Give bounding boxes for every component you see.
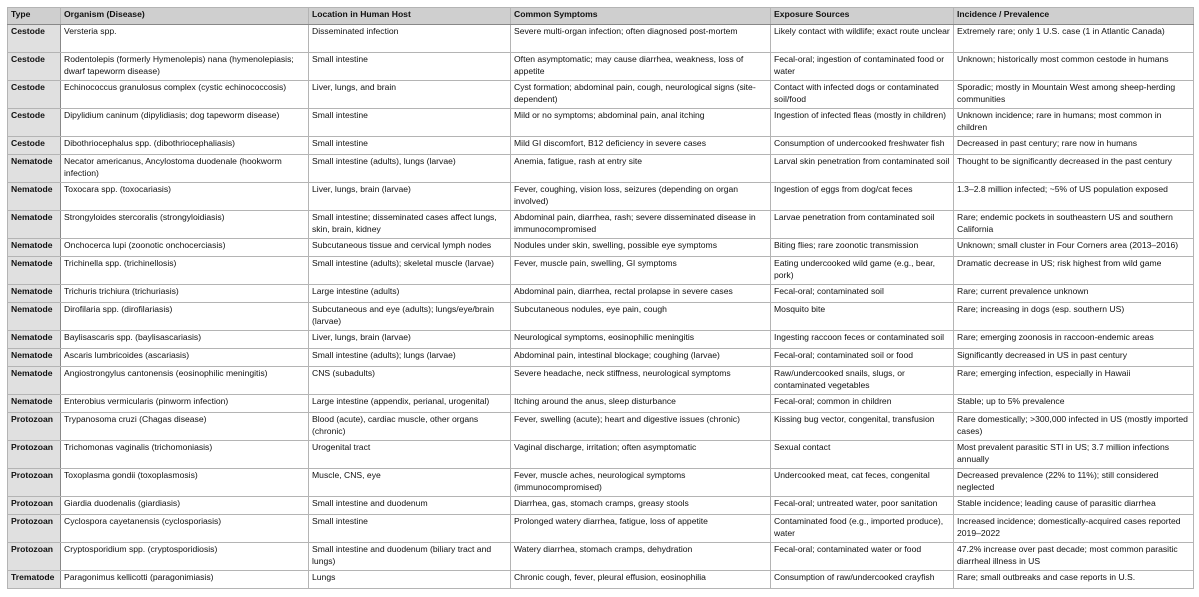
- cell-symptoms: Neurological symptoms, eosinophilic meningitis: [511, 331, 771, 349]
- table-row: [8, 303, 1194, 331]
- cell-exposure: Fecal-oral; contaminated soil: [771, 285, 954, 303]
- cell-symptoms: Abdominal pain, diarrhea, rectal prolapse in severe cases: [511, 285, 771, 303]
- cell-exposure: Larval skin penetration from contaminated soil: [771, 155, 954, 183]
- cell-organism: Onchocerca lupi (zoonotic onchocerciasis): [61, 239, 309, 257]
- cell-incidence: Unknown; historically most common cestode in humans: [954, 53, 1194, 81]
- cell-incidence: Most prevalent parasitic STI in US; 3.7 million infections annually: [954, 441, 1194, 469]
- cell-location: Lungs: [309, 571, 511, 589]
- cell-incidence: Significantly decreased in US in past century: [954, 349, 1194, 367]
- cell-location: Disseminated infection: [309, 25, 511, 53]
- table-row: [8, 257, 1194, 285]
- cell-organism: Versteria spp.: [61, 25, 309, 53]
- table-row: [8, 441, 1194, 469]
- cell-type: Nematode: [8, 183, 61, 211]
- cell-symptoms: Cyst formation; abdominal pain, cough, neurological signs (site-dependent): [511, 81, 771, 109]
- table-row: [8, 155, 1194, 183]
- cell-type: Cestode: [8, 109, 61, 137]
- cell-location: Subcutaneous and eye (adults); lungs/eye/brain (larvae): [309, 303, 511, 331]
- cell-organism: Toxoplasma gondii (toxoplasmosis): [61, 469, 309, 497]
- table-body: [8, 25, 1194, 589]
- cell-type: Cestode: [8, 137, 61, 155]
- cell-exposure: Consumption of undercooked freshwater fish: [771, 137, 954, 155]
- cell-location: Subcutaneous tissue and cervical lymph nodes: [309, 239, 511, 257]
- table-row: [8, 137, 1194, 155]
- cell-symptoms: Itching around the anus, sleep disturbance: [511, 395, 771, 413]
- cell-exposure: Fecal-oral; contaminated water or food: [771, 543, 954, 571]
- cell-organism: Trichinella spp. (trichinellosis): [61, 257, 309, 285]
- cell-exposure: Undercooked meat, cat feces, congenital: [771, 469, 954, 497]
- cell-symptoms: Fever, coughing, vision loss, seizures (depending on organ involved): [511, 183, 771, 211]
- cell-incidence: Thought to be significantly decreased in the past century: [954, 155, 1194, 183]
- cell-incidence: 1.3–2.8 million infected; ~5% of US population exposed: [954, 183, 1194, 211]
- cell-location: Small intestine: [309, 137, 511, 155]
- cell-incidence: Stable incidence; leading cause of parasitic diarrhea: [954, 497, 1194, 515]
- cell-exposure: Kissing bug vector, congenital, transfusion: [771, 413, 954, 441]
- cell-exposure: Eating undercooked wild game (e.g., bear, pork): [771, 257, 954, 285]
- cell-type: Nematode: [8, 349, 61, 367]
- cell-location: Large intestine (adults): [309, 285, 511, 303]
- header-location: Location in Human Host: [309, 8, 511, 25]
- table-row: [8, 109, 1194, 137]
- table-row: [8, 543, 1194, 571]
- cell-type: Protozoan: [8, 441, 61, 469]
- table-row: [8, 211, 1194, 239]
- cell-symptoms: Mild GI discomfort, B12 deficiency in severe cases: [511, 137, 771, 155]
- table-row: [8, 497, 1194, 515]
- cell-exposure: Fecal-oral; common in children: [771, 395, 954, 413]
- cell-location: Small intestine: [309, 109, 511, 137]
- table-row: [8, 395, 1194, 413]
- cell-location: Small intestine (adults), lungs (larvae): [309, 155, 511, 183]
- cell-symptoms: Mild or no symptoms; abdominal pain, anal itching: [511, 109, 771, 137]
- cell-exposure: Fecal-oral; untreated water, poor sanitation: [771, 497, 954, 515]
- cell-location: Small intestine (adults); skeletal muscle (larvae): [309, 257, 511, 285]
- cell-organism: Toxocara spp. (toxocariasis): [61, 183, 309, 211]
- cell-incidence: Rare; current prevalence unknown: [954, 285, 1194, 303]
- cell-type: Nematode: [8, 211, 61, 239]
- cell-exposure: Ingesting raccoon feces or contaminated soil: [771, 331, 954, 349]
- table-row: [8, 285, 1194, 303]
- cell-incidence: Rare; small outbreaks and case reports in U.S.: [954, 571, 1194, 589]
- cell-organism: Necator americanus, Ancylostoma duodenale (hookworm infection): [61, 155, 309, 183]
- cell-symptoms: Diarrhea, gas, stomach cramps, greasy stools: [511, 497, 771, 515]
- cell-organism: Enterobius vermicularis (pinworm infection): [61, 395, 309, 413]
- cell-incidence: Extremely rare; only 1 U.S. case (1 in Atlantic Canada): [954, 25, 1194, 53]
- cell-symptoms: Severe headache, neck stiffness, neurological symptoms: [511, 367, 771, 395]
- table-row: [8, 331, 1194, 349]
- cell-exposure: Sexual contact: [771, 441, 954, 469]
- table-row: [8, 469, 1194, 497]
- cell-type: Protozoan: [8, 543, 61, 571]
- table-row: [8, 515, 1194, 543]
- cell-organism: Trypanosoma cruzi (Chagas disease): [61, 413, 309, 441]
- cell-symptoms: Fever, muscle pain, swelling, GI symptoms: [511, 257, 771, 285]
- cell-location: Blood (acute), cardiac muscle, other organs (chronic): [309, 413, 511, 441]
- cell-symptoms: Severe multi-organ infection; often diagnosed post-mortem: [511, 25, 771, 53]
- cell-exposure: Ingestion of infected fleas (mostly in children): [771, 109, 954, 137]
- table-row: [8, 413, 1194, 441]
- table-row: [8, 571, 1194, 589]
- cell-symptoms: Chronic cough, fever, pleural effusion, eosinophilia: [511, 571, 771, 589]
- cell-exposure: Mosquito bite: [771, 303, 954, 331]
- cell-symptoms: Abdominal pain, intestinal blockage; coughing (larvae): [511, 349, 771, 367]
- cell-location: Urogenital tract: [309, 441, 511, 469]
- cell-symptoms: Fever, muscle aches, neurological symptoms (immunocompromised): [511, 469, 771, 497]
- table-row: [8, 53, 1194, 81]
- header-exposure: Exposure Sources: [771, 8, 954, 25]
- cell-symptoms: Anemia, fatigue, rash at entry site: [511, 155, 771, 183]
- cell-incidence: 47.2% increase over past decade; most common parasitic diarrheal illness in US: [954, 543, 1194, 571]
- cell-type: Nematode: [8, 331, 61, 349]
- cell-exposure: Larvae penetration from contaminated soil: [771, 211, 954, 239]
- cell-incidence: Rare domestically; >300,000 infected in US (mostly imported cases): [954, 413, 1194, 441]
- cell-location: Small intestine and duodenum (biliary tract and lungs): [309, 543, 511, 571]
- cell-incidence: Decreased prevalence (22% to 11%); still considered neglected: [954, 469, 1194, 497]
- cell-type: Protozoan: [8, 515, 61, 543]
- header-type: Type: [8, 8, 61, 25]
- cell-type: Cestode: [8, 53, 61, 81]
- cell-incidence: Decreased in past century; rare now in humans: [954, 137, 1194, 155]
- cell-symptoms: Watery diarrhea, stomach cramps, dehydration: [511, 543, 771, 571]
- cell-type: Protozoan: [8, 413, 61, 441]
- cell-exposure: Contaminated food (e.g., imported produce), water: [771, 515, 954, 543]
- cell-organism: Dibothriocephalus spp. (dibothriocephaliasis): [61, 137, 309, 155]
- cell-organism: Dirofilaria spp. (dirofilariasis): [61, 303, 309, 331]
- cell-type: Nematode: [8, 155, 61, 183]
- cell-incidence: Unknown incidence; rare in humans; most common in children: [954, 109, 1194, 137]
- cell-organism: Rodentolepis (formerly Hymenolepis) nana (hymenolepiasis; dwarf tapeworm disease): [61, 53, 309, 81]
- cell-organism: Baylisascaris spp. (baylisascariasis): [61, 331, 309, 349]
- cell-type: Nematode: [8, 285, 61, 303]
- header-row: [8, 8, 1194, 25]
- cell-incidence: Sporadic; mostly in Mountain West among sheep-herding communities: [954, 81, 1194, 109]
- cell-symptoms: Often asymptomatic; may cause diarrhea, weakness, loss of appetite: [511, 53, 771, 81]
- parasite-table: [7, 7, 1194, 589]
- cell-exposure: Biting flies; rare zoonotic transmission: [771, 239, 954, 257]
- cell-location: Small intestine; disseminated cases affect lungs, skin, brain, kidney: [309, 211, 511, 239]
- cell-exposure: Consumption of raw/undercooked crayfish: [771, 571, 954, 589]
- cell-location: Small intestine (adults); lungs (larvae): [309, 349, 511, 367]
- table-row: [8, 349, 1194, 367]
- cell-symptoms: Fever, swelling (acute); heart and digestive issues (chronic): [511, 413, 771, 441]
- cell-incidence: Stable; up to 5% prevalence: [954, 395, 1194, 413]
- cell-organism: Trichomonas vaginalis (trichomoniasis): [61, 441, 309, 469]
- cell-symptoms: Subcutaneous nodules, eye pain, cough: [511, 303, 771, 331]
- cell-type: Trematode: [8, 571, 61, 589]
- table-row: [8, 81, 1194, 109]
- cell-type: Nematode: [8, 395, 61, 413]
- cell-type: Protozoan: [8, 497, 61, 515]
- cell-location: Liver, lungs, and brain: [309, 81, 511, 109]
- cell-organism: Echinococcus granulosus complex (cystic echinococcosis): [61, 81, 309, 109]
- cell-organism: Cyclospora cayetanensis (cyclosporiasis): [61, 515, 309, 543]
- table-row: [8, 239, 1194, 257]
- header-organism: Organism (Disease): [61, 8, 309, 25]
- cell-organism: Giardia duodenalis (giardiasis): [61, 497, 309, 515]
- cell-type: Nematode: [8, 303, 61, 331]
- cell-location: Muscle, CNS, eye: [309, 469, 511, 497]
- cell-location: Liver, lungs, brain (larvae): [309, 331, 511, 349]
- cell-symptoms: Vaginal discharge, irritation; often asymptomatic: [511, 441, 771, 469]
- cell-symptoms: Abdominal pain, diarrhea, rash; severe disseminated disease in immunocompromised: [511, 211, 771, 239]
- cell-type: Cestode: [8, 25, 61, 53]
- cell-incidence: Rare; emerging zoonosis in raccoon-endemic areas: [954, 331, 1194, 349]
- cell-organism: Cryptosporidium spp. (cryptosporidiosis): [61, 543, 309, 571]
- cell-exposure: Fecal-oral; contaminated soil or food: [771, 349, 954, 367]
- cell-incidence: Unknown; small cluster in Four Corners area (2013–2016): [954, 239, 1194, 257]
- table-row: [8, 183, 1194, 211]
- cell-organism: Ascaris lumbricoides (ascariasis): [61, 349, 309, 367]
- cell-type: Cestode: [8, 81, 61, 109]
- cell-organism: Paragonimus kellicotti (paragonimiasis): [61, 571, 309, 589]
- cell-incidence: Rare; emerging infection, especially in Hawaii: [954, 367, 1194, 395]
- cell-symptoms: Nodules under skin, swelling, possible eye symptoms: [511, 239, 771, 257]
- cell-location: Small intestine: [309, 515, 511, 543]
- cell-incidence: Increased incidence; domestically-acquired cases reported 2019–2022: [954, 515, 1194, 543]
- cell-organism: Trichuris trichiura (trichuriasis): [61, 285, 309, 303]
- cell-exposure: Likely contact with wildlife; exact route unclear: [771, 25, 954, 53]
- cell-location: Small intestine and duodenum: [309, 497, 511, 515]
- cell-type: Nematode: [8, 257, 61, 285]
- cell-type: Protozoan: [8, 469, 61, 497]
- cell-type: Nematode: [8, 367, 61, 395]
- header-incidence: Incidence / Prevalence: [954, 8, 1194, 25]
- cell-location: Liver, lungs, brain (larvae): [309, 183, 511, 211]
- cell-incidence: Rare; endemic pockets in southeastern US and southern California: [954, 211, 1194, 239]
- cell-organism: Dipylidium caninum (dipylidiasis; dog tapeworm disease): [61, 109, 309, 137]
- table-row: [8, 25, 1194, 53]
- cell-type: Nematode: [8, 239, 61, 257]
- cell-exposure: Fecal-oral; ingestion of contaminated food or water: [771, 53, 954, 81]
- cell-exposure: Raw/undercooked snails, slugs, or contaminated vegetables: [771, 367, 954, 395]
- table-row: [8, 367, 1194, 395]
- cell-location: Small intestine: [309, 53, 511, 81]
- cell-exposure: Ingestion of eggs from dog/cat feces: [771, 183, 954, 211]
- cell-location: Large intestine (appendix, perianal, urogenital): [309, 395, 511, 413]
- header-symptoms: Common Symptoms: [511, 8, 771, 25]
- cell-location: CNS (subadults): [309, 367, 511, 395]
- cell-incidence: Rare; increasing in dogs (esp. southern US): [954, 303, 1194, 331]
- cell-symptoms: Prolonged watery diarrhea, fatigue, loss of appetite: [511, 515, 771, 543]
- cell-exposure: Contact with infected dogs or contaminated soil/food: [771, 81, 954, 109]
- cell-organism: Strongyloides stercoralis (strongyloidiasis): [61, 211, 309, 239]
- cell-incidence: Dramatic decrease in US; risk highest from wild game: [954, 257, 1194, 285]
- cell-organism: Angiostrongylus cantonensis (eosinophilic meningitis): [61, 367, 309, 395]
